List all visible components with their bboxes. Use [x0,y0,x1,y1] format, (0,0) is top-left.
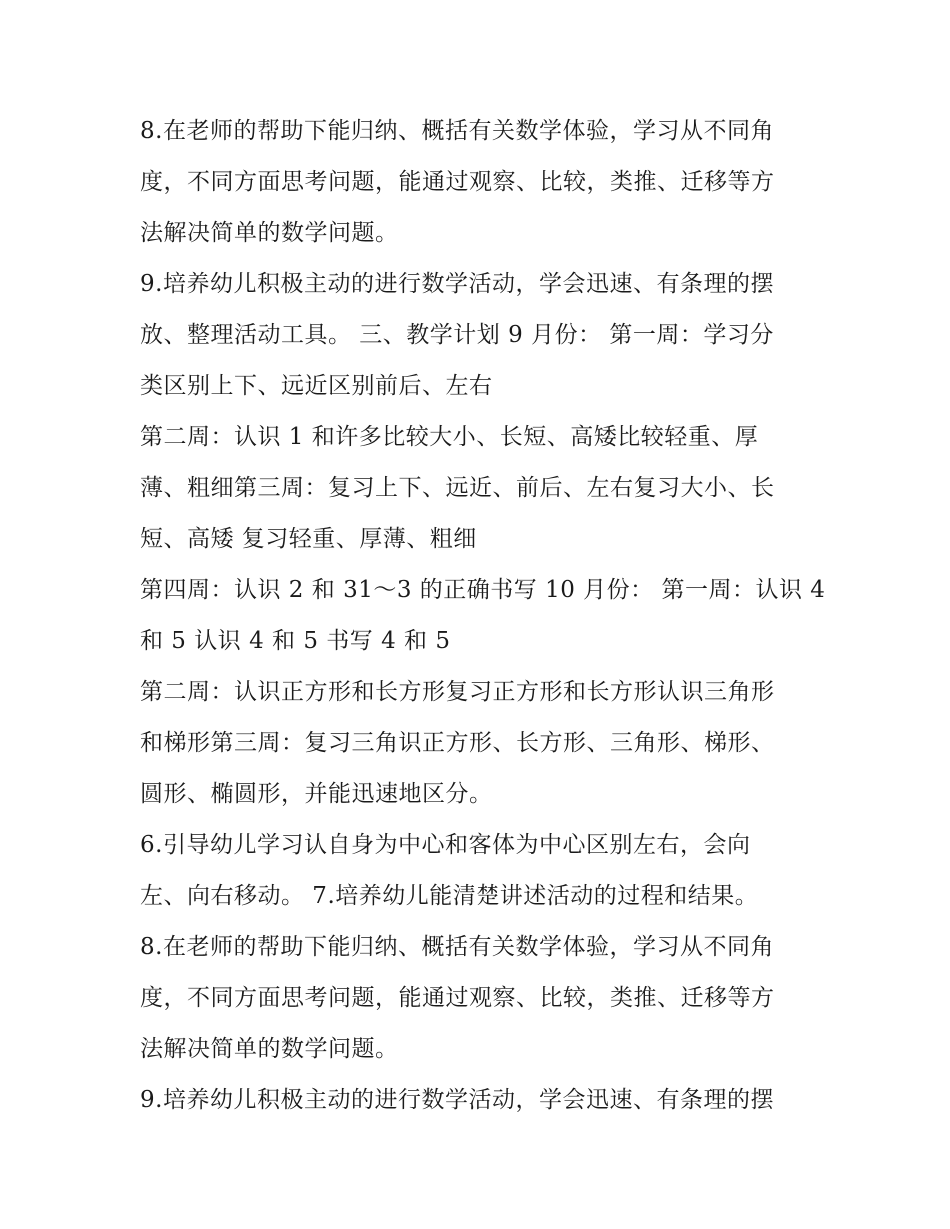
text-line: 类区别上下、远近区别前后、左右 [140,373,493,399]
text-line: 薄、粗细第三周：复习上下、远近、前后、左右复习大小、长 [140,475,775,501]
text-line: 第四周：认识 2 和 31～3 的正确书写 10 月份： 第一周：认识 4 [140,577,826,603]
text-line: 左、向右移动。 7.培养幼儿能清楚讲述活动的过程和结果。 [140,883,759,909]
text-line: 和 5 认识 4 和 5 书写 4 和 5 [140,628,451,654]
text-line: 9.培养幼儿积极主动的进行数学活动，学会迅速、有条理的摆 [140,271,774,297]
text-line: 短、高矮 复习轻重、厚薄、粗细 [140,526,477,552]
text-line: 法解决简单的数学问题。 [140,220,399,246]
text-line: 8.在老师的帮助下能归纳、概括有关数学体验，学习从不同角 [140,118,774,144]
text-line: 度，不同方面思考问题，能通过观察、比较，类推、迁移等方 [140,985,775,1011]
text-line: 9.培养幼儿积极主动的进行数学活动，学会迅速、有条理的摆 [140,1087,774,1113]
text-line: 放、整理活动工具。 三、教学计划 9 月份： 第一周：学习分 [140,322,774,348]
text-line: 圆形、椭圆形，并能迅速地区分。 [140,781,493,807]
text-line: 6.引导幼儿学习认自身为中心和客体为中心区别左右，会向 [140,832,751,858]
text-line: 第二周：认识正方形和长方形复习正方形和长方形认识三角形 [140,679,775,705]
document-body [140,106,826,1126]
text-line: 8.在老师的帮助下能归纳、概括有关数学体验，学习从不同角 [140,934,774,960]
text-line: 和梯形第三周：复习三角识正方形、长方形、三角形、梯形、 [140,730,775,756]
text-line: 度，不同方面思考问题，能通过观察、比较，类推、迁移等方 [140,169,775,195]
text-line: 法解决简单的数学问题。 [140,1036,399,1062]
text-line: 第二周：认识 1 和许多比较大小、长短、高矮比较轻重、厚 [140,424,759,450]
